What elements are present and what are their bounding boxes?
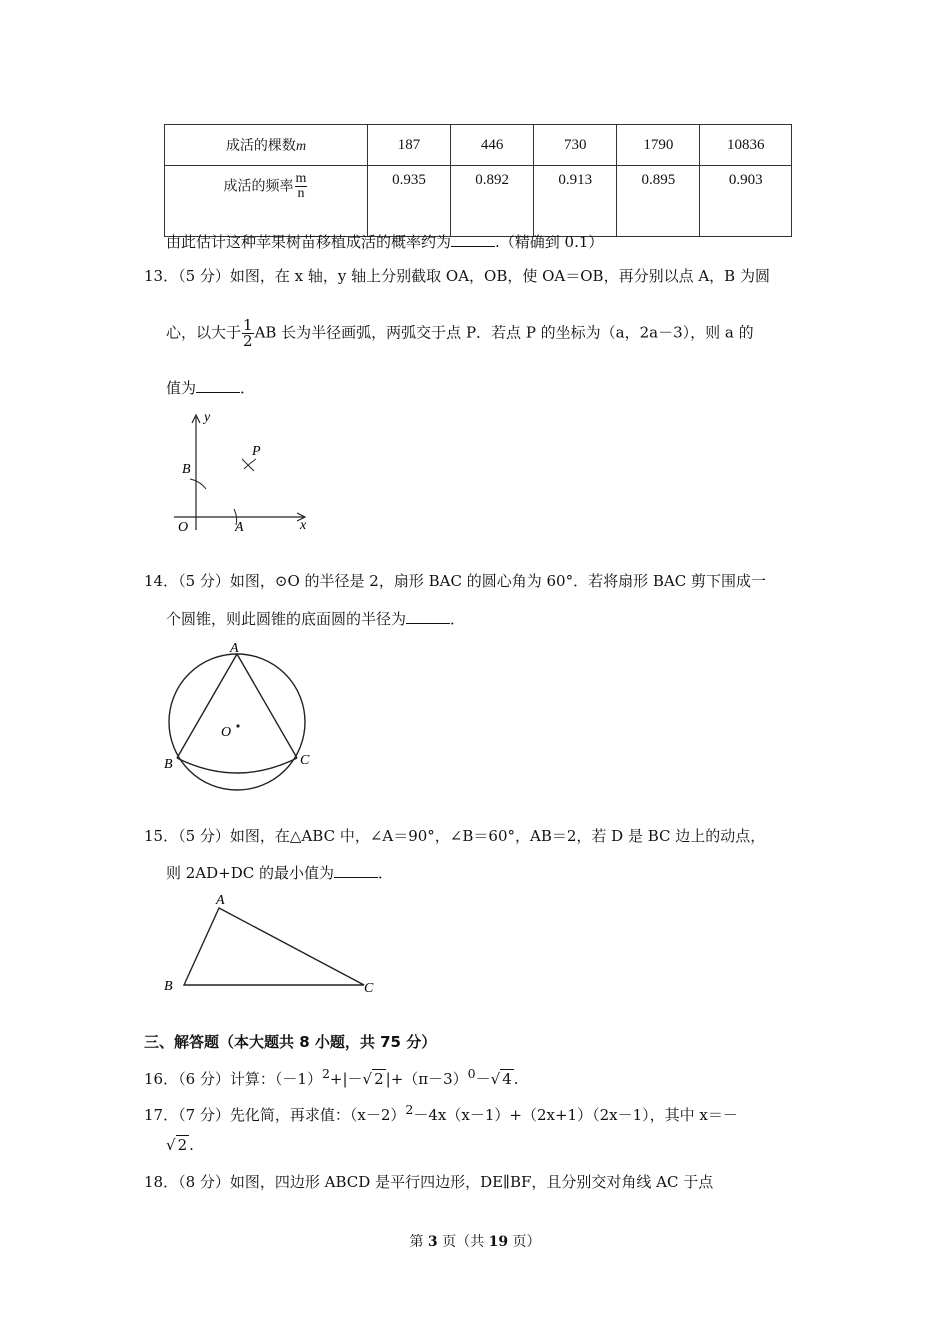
answer-blank	[451, 234, 495, 247]
label-p: P	[252, 444, 261, 459]
table-cell: 446	[451, 125, 534, 166]
label-a: A	[230, 641, 239, 656]
label-c: C	[364, 981, 374, 996]
page-footer: 第 3 页（共 19 页）	[409, 1234, 541, 1250]
row-header: 成活的棵数m	[165, 125, 368, 166]
q16: 16．（6 分）计算：$(-1)^2+|-√$ 2 $|+(\pi-3)^0-√$ 4 .	[144, 1066, 519, 1088]
label-a: A	[235, 520, 244, 535]
frequency-table	[164, 124, 792, 237]
q17-line2: √ 2 .	[166, 1136, 194, 1154]
label-b: B	[164, 979, 173, 994]
label-o: O	[221, 725, 232, 740]
section-heading: 三、解答题（本大题共 8 小题，共 75 分）	[144, 1033, 437, 1051]
q13-line3: 值为 ．	[166, 379, 256, 397]
label-b: B	[164, 757, 173, 772]
q15-figure	[160, 888, 380, 998]
label-b: B	[182, 462, 191, 477]
answer-blank	[406, 611, 450, 624]
q14-line1: 14．（5 分）如图，⊙O 的半径是 2，扇形 BAC 的圆心角为 60°．若将扇形 BAC 剪下围成一	[144, 572, 766, 590]
table-cell: 0.903	[700, 166, 792, 237]
q13-line1: 13．（5 分）如图，在 x 轴，y 轴上分别截取 OA，OB，使 OA＝OB，再分别以点 A，B 为圆	[144, 267, 770, 285]
table-row-frequency	[165, 166, 792, 237]
table-cell: 730	[534, 125, 617, 166]
row-header: 成活的频率 $\frac{m}{n}$	[165, 166, 368, 237]
table-cell: 187	[368, 125, 451, 166]
answer-blank	[334, 865, 378, 878]
label-y: y	[204, 410, 211, 425]
table-cell: 0.895	[617, 166, 700, 237]
table-cell: 10836	[700, 125, 792, 166]
q17-line1: 17．（7 分）先化简，再求值：$(x-2)^2-4x(x-1)+(2x+1)(2x-1)$，其中 x＝－	[144, 1102, 738, 1124]
q14-line2: 个圆锥，则此圆锥的底面圆的半径为 ．	[166, 610, 466, 628]
table-cell: 0.892	[451, 166, 534, 237]
q13-line2: 心，以大于 $\frac{1}{2}$ AB 长为半径画弧，两弧交于点 P．若点 P 的坐标为（a，2a－3），则 a 的	[166, 316, 754, 350]
label-x: x	[300, 518, 307, 533]
label-a: A	[216, 893, 225, 908]
label-o: O	[178, 520, 189, 535]
label-c: C	[300, 753, 310, 768]
q14-figure	[160, 638, 330, 798]
q15-line2: 则 2AD+DC 的最小值为 ．	[166, 864, 394, 882]
q15-line1: 15．（5 分）如图，在△ABC 中，∠A＝90°，∠B＝60°，AB＝2，若 D 是 BC 边上的动点，	[144, 827, 766, 845]
answer-blank	[196, 380, 240, 393]
fraction-half: $\frac{1}{2}$	[243, 316, 253, 350]
q13-figure	[166, 405, 316, 540]
table-row-count	[165, 125, 792, 166]
q18-line1: 18．（8 分）如图，四边形 ABCD 是平行四边形，DE∥BF，且分别交对角线 AC 于点	[144, 1173, 714, 1191]
table-cell: 0.913	[534, 166, 617, 237]
q12-tail: 由此估计这种苹果树苗移植成活的概率约为 .（精确到 0.1）	[166, 233, 604, 251]
table-cell: 0.935	[368, 166, 451, 237]
table-cell: 1790	[617, 125, 700, 166]
